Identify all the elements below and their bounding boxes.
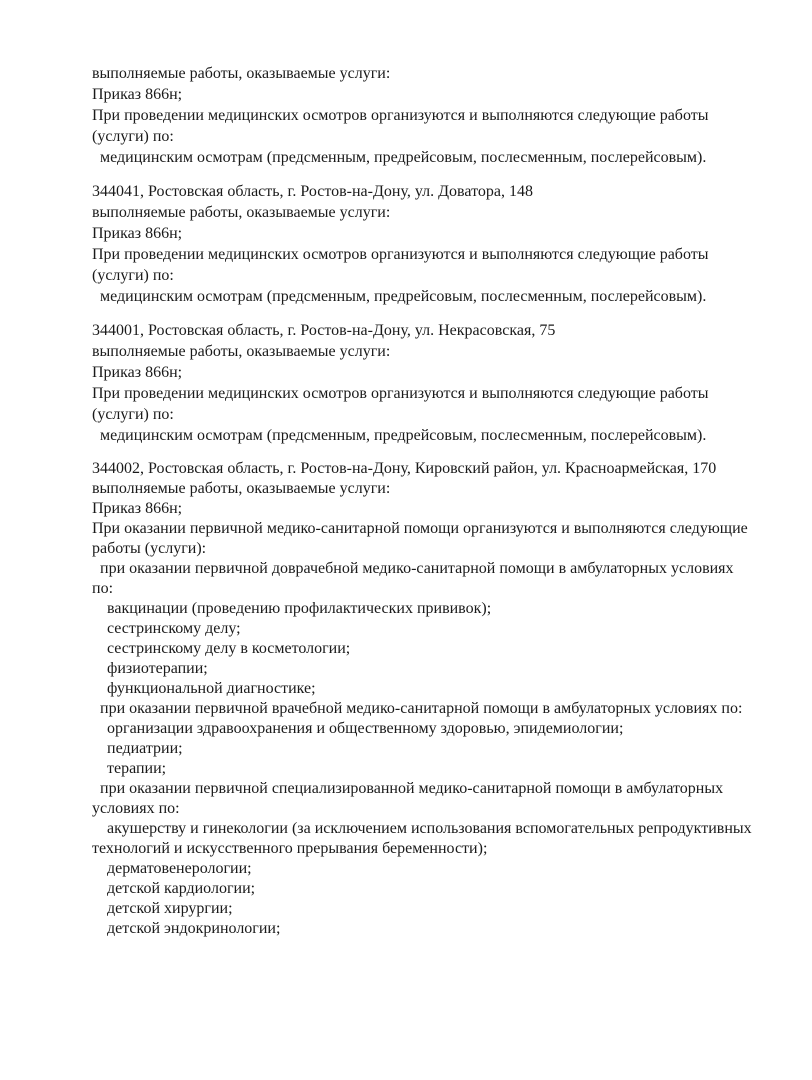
address-line: 344001, Ростовская область, г. Ростов-на-Дону, ул. Некрасовская, 75	[92, 322, 556, 339]
text-line: выполняемые работы, оказываемые услуги:	[92, 480, 391, 497]
text-line: вакцинации (проведению профилактических прививок);	[107, 600, 492, 617]
text-line: Приказ 866н;	[92, 86, 183, 103]
text-line: медицинским осмотрам (предсменным, предрейсовым, послесменным, послерейсовым).	[100, 427, 707, 444]
license-block	[92, 63, 782, 168]
text-line: физиотерапии;	[107, 660, 208, 677]
text-line: выполняемые работы, оказываемые услуги:	[92, 204, 391, 221]
text-line: При проведении медицинских осмотров организуются и выполняются следующие работы	[92, 385, 709, 402]
text-line: выполняемые работы, оказываемые услуги:	[92, 343, 391, 360]
text-line: детской эндокринологии;	[107, 920, 281, 937]
text-line: организации здравоохранения и общественному здоровью, эпидемиологии;	[107, 720, 624, 737]
text-line: (услуги) по:	[92, 128, 174, 145]
text-line: детской кардиологии;	[107, 880, 256, 897]
text-line: терапии;	[107, 760, 167, 777]
text-line: (услуги) по:	[92, 267, 174, 284]
text-line: (услуги) по:	[92, 406, 174, 423]
license-block	[92, 459, 782, 939]
text-line: выполняемые работы, оказываемые услуги:	[92, 65, 391, 82]
text-line: условиях по:	[92, 800, 180, 817]
text-line: технологий и искусственного прерывания беременности);	[92, 840, 488, 857]
text-line: сестринскому делу;	[107, 620, 241, 637]
text-line: работы (услуги):	[92, 540, 207, 557]
text-line: при оказании первичной доврачебной медико-санитарной помощи в амбулаторных условиях	[100, 560, 734, 577]
text-line: медицинским осмотрам (предсменным, предрейсовым, послесменным, послерейсовым).	[100, 149, 707, 166]
license-block	[92, 181, 782, 307]
text-line: по:	[92, 580, 114, 597]
text-line: При проведении медицинских осмотров организуются и выполняются следующие работы	[92, 246, 709, 263]
text-line: Приказ 866н;	[92, 500, 183, 517]
text-line: При оказании первичной медико-санитарной помощи организуются и выполняются следующие	[92, 520, 748, 537]
text-line: акушерству и гинекологии (за исключением использования вспомогательных репродуктивных	[107, 820, 752, 837]
text-line: функциональной диагностике;	[107, 680, 316, 697]
text-line: медицинским осмотрам (предсменным, предрейсовым, послесменным, послерейсовым).	[100, 288, 707, 305]
text-line: Приказ 866н;	[92, 364, 183, 381]
address-line: 344041, Ростовская область, г. Ростов-на-Дону, ул. Доватора, 148	[92, 183, 533, 200]
text-line: детской хирургии;	[107, 900, 233, 917]
address-line: 344002, Ростовская область, г. Ростов-на-Дону, Кировский район, ул. Красноармейская, 170	[92, 460, 717, 477]
text-line: При проведении медицинских осмотров организуются и выполняются следующие работы	[92, 107, 709, 124]
text-line: дерматовенерологии;	[107, 860, 252, 877]
text-line: педиатрии;	[107, 740, 183, 757]
license-document	[92, 63, 782, 952]
text-line: при оказании первичной врачебной медико-санитарной помощи в амбулаторных условиях по:	[100, 700, 743, 717]
license-block	[92, 320, 782, 446]
text-line: сестринскому делу в косметологии;	[107, 640, 351, 657]
text-line: Приказ 866н;	[92, 225, 183, 242]
text-line: при оказании первичной специализированной медико-санитарной помощи в амбулаторных	[100, 780, 724, 797]
